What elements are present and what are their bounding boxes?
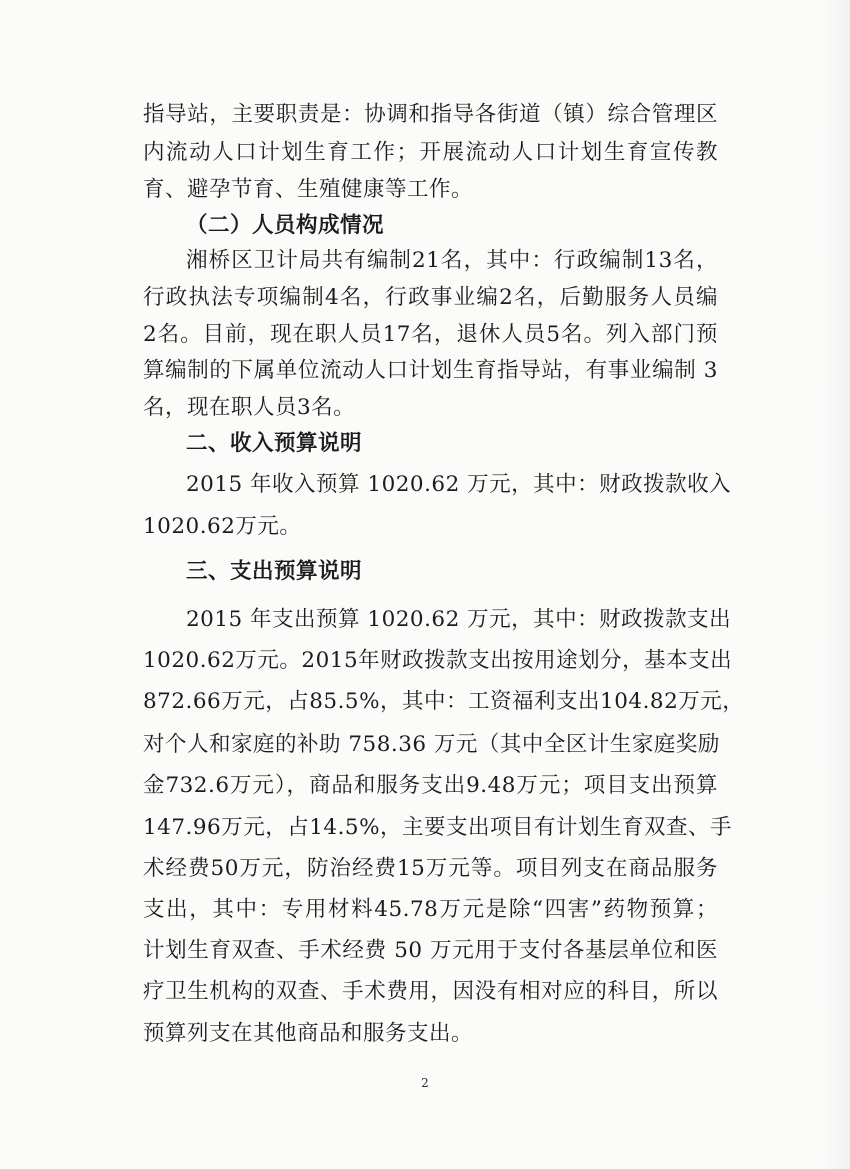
paragraph-line: 金732.6万元），商品和服务支出9.48万元；项目支出预算 — [143, 773, 718, 798]
page-number: 2 — [421, 1076, 429, 1090]
section-heading-expenditure: 三、支出预算说明 — [186, 559, 363, 584]
paragraph-line: 指导站，主要职责是：协调和指导各街道（镇）综合管理区 — [143, 102, 718, 127]
paragraph-line: 湘桥区卫计局共有编制21名，其中：行政编制13名， — [186, 248, 718, 273]
paragraph-line: 行政执法专项编制4名，行政事业编2名，后勤服务人员编 — [143, 285, 718, 310]
paragraph-line: 内流动人口计划生育工作；开展流动人口计划生育宣传教 — [143, 140, 718, 165]
section-heading-income: 二、收入预算说明 — [186, 431, 363, 456]
paragraph-line: 计划生育双查、手术经费 50 万元用于支付各基层单位和医 — [143, 938, 718, 963]
paragraph-line: 疗卫生机构的双查、手术费用，因没有相对应的科目，所以 — [143, 979, 718, 1004]
paragraph-line: 872.66万元，占85.5%，其中：工资福利支出104.82万元， — [143, 689, 745, 714]
paragraph-line: 育、避孕节育、生殖健康等工作。 — [143, 177, 474, 202]
paragraph-line: 1020.62万元。 — [143, 514, 302, 539]
paragraph-line: 147.96万元，占14.5%，主要支出项目有计划生育双查、手 — [143, 815, 733, 840]
scan-edge-shadow — [822, 0, 850, 1169]
paragraph-line: 预算列支在其他商品和服务支出。 — [143, 1021, 474, 1046]
paragraph-line: 对个人和家庭的补助 758.36 万元（其中全区计生家庭奖励 — [143, 732, 720, 757]
paragraph-line: 算编制的下属单位流动人口计划生育指导站，有事业编制 3 — [143, 358, 718, 383]
paragraph-line: 2015 年收入预算 1020.62 万元，其中：财政拨款收入 — [186, 472, 732, 497]
paragraph-line: 1020.62万元。2015年财政拨款支出按用途划分，基本支出 — [143, 648, 733, 673]
paragraph-line: 支出，其中：专用材料45.78万元是除“四害”药物预算； — [143, 897, 718, 922]
paragraph-line: 名，现在职人员3名。 — [143, 395, 356, 420]
paragraph-line: 2名。目前，现在职人员17名，退休人员5名。列入部门预 — [143, 322, 718, 347]
paragraph-line: 2015 年支出预算 1020.62 万元，其中：财政拨款支出 — [186, 607, 732, 632]
section-heading-staffing: （二）人员构成情况 — [186, 213, 385, 238]
paragraph-line: 术经费50万元，防治经费15万元等。项目列支在商品服务 — [143, 856, 718, 881]
